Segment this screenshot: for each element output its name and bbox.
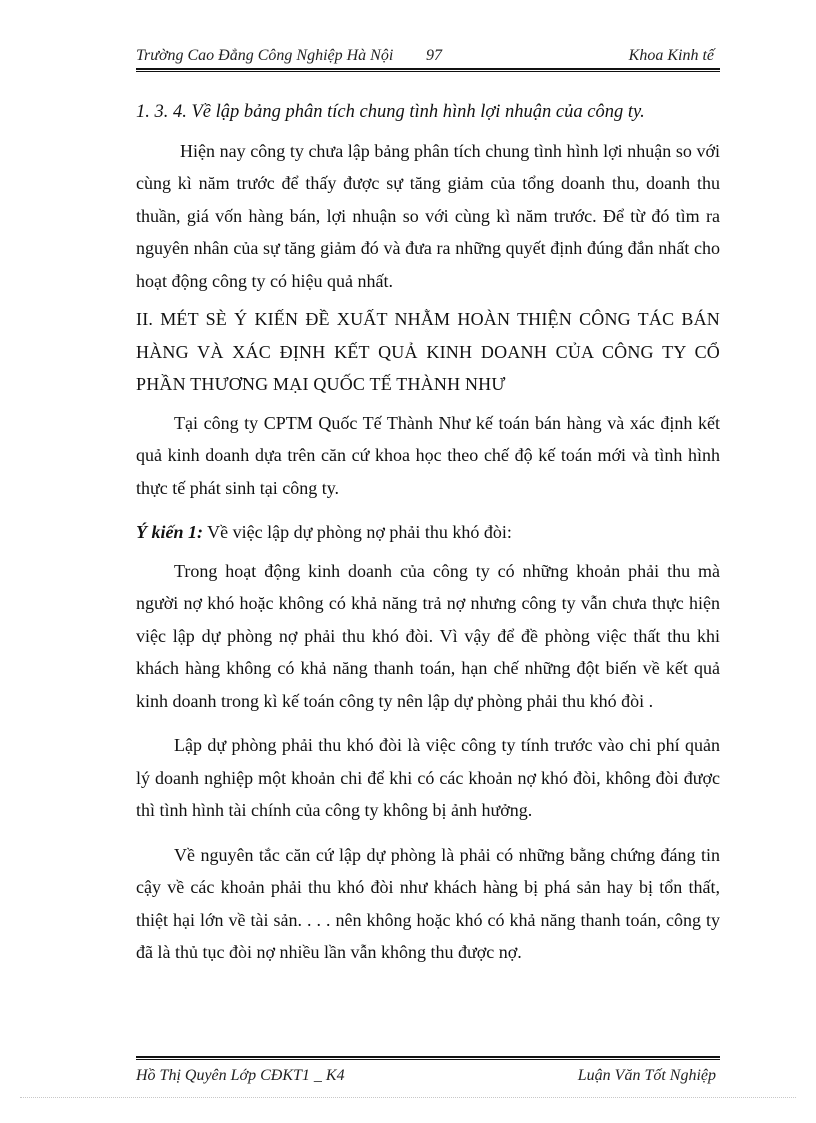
page-footer [136,1064,720,1088]
part2-intro: Tại công ty CPTM Quốc Tế Thành Như kế toán bán hàng và xác định kết quả kinh doanh dựa trên căn cứ khoa học theo chế độ kế toán mới và tình hình thực tế phát sinh tại công ty. [136,412,720,498]
opinion1-paragraph-3: Về nguyên tắc căn cứ lập dự phòng là phải có những bằng chứng đáng tin cậy về các khoản phải thu khó đòi như khách hàng bị phá sản hay bị tổn thất, thiệt hại lớn về tài sản. . . . nên không hoặc khó có khả năng thanh toán, công ty đã là thủ tục đòi nợ nhiều lần vẫn không thu được nợ. [136,844,720,962]
part2-heading: II. MÉT SÈ Ý KIẾN ĐỀ XUẤT NHẰM HOÀN THIỆN CÔNG TÁC BÁN HÀNG VÀ XÁC ĐỊNH KẾT QUẢ KINH DOANH CỦA CÔNG TY CỔ PHẦN THƯƠNG MẠI QUỐC TẾ THÀNH NHƯ [136,309,720,394]
header-page-number: 97 [426,47,442,64]
page-edge-dotted-line [20,1097,796,1098]
opinion1-line [136,516,720,549]
header-school: Trường Cao Đẳng Công Nghiệp Hà Nội [136,47,394,64]
footer-thesis: Luận Văn Tốt Nghiệp [577,1067,716,1084]
header-faculty: Khoa Kinh tế [628,47,714,64]
footer-rule [136,1056,720,1060]
opinion1-paragraph-1: Trong hoạt động kinh doanh của công ty có những khoản phải thu mà người nợ khó hoặc không có khả năng trả nợ nhưng công ty vẫn chưa thực hiện việc lập dự phòng nợ phải thu khó đòi. Vì vậy để đề phòng việc thất thu khi khách hàng không có khả năng thanh toán, hạn chế những đột biến về kết quả kinh doanh trong kì kế toán công ty nên lập dự phòng phải thu khó đòi . [136,560,720,711]
page-header [136,44,720,68]
opinion1-label: Ý kiến 1: [136,522,203,542]
section-title: 1. 3. 4. Về lập bảng phân tích chung tình hình lợi nhuận của công ty. [136,102,645,122]
page-body [136,96,720,969]
opinion1-paragraph-2: Lập dự phòng phải thu khó đòi là việc công ty tính trước vào chi phí quản lý doanh nghiệp một khoản chi để khi có các khoản nợ khó đòi, không đòi được thì tình hình tài chính của công ty không bị ảnh hưởng. [136,735,720,820]
section-paragraph: Hiện nay công ty chưa lập bảng phân tích chung tình hình lợi nhuận so với cùng kì năm trước để thấy được sự tăng giảm của tổng doanh thu, doanh thu thuần, giá vốn hàng bán, lợi nhuận so với cùng kì năm trước. Để từ đó tìm ra nguyên nhân của sự tăng giảm đó và đưa ra những quyết định đúng đắn nhất cho hoạt động công ty có hiệu quả nhất. [136,140,720,291]
footer-author: Hồ Thị Quyên Lớp CĐKT1 _ K4 [136,1067,345,1084]
opinion1-title: Về việc lập dự phòng nợ phải thu khó đòi: [203,522,512,542]
header-rule [136,68,720,72]
